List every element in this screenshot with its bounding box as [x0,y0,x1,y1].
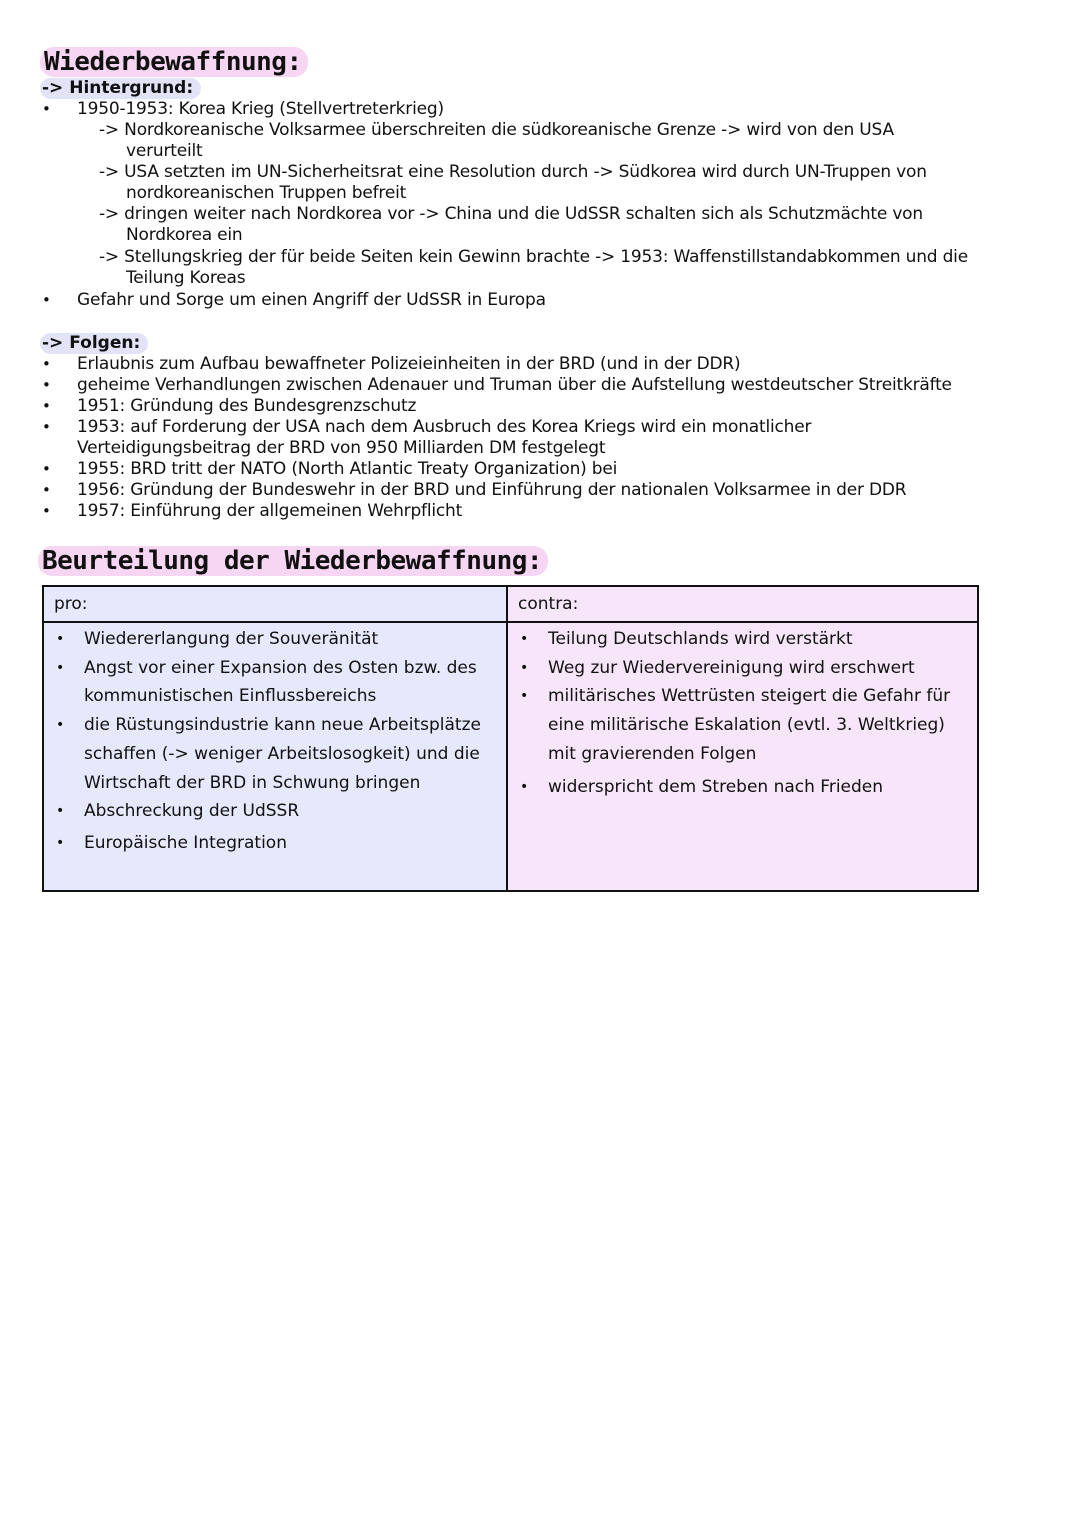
pro-item-text: Abschreckung der UdSSR [84,801,300,822]
bullet-icon: • [42,291,51,309]
bullet-icon: • [520,631,529,647]
subheading-hintergrund: -> Hintergrund: [40,78,201,99]
background-line: nordkoreanischen Truppen befreit [126,183,407,203]
contra-item-text: widerspricht dem Streben nach Frieden [548,776,884,797]
contra-item [508,625,977,654]
background-line: -> dringen weiter nach Nordkorea vor -> China und die UdSSR schalten sich als Schutzmächte von [99,204,923,224]
consequence-line: 1951: Gründung des Bundesgrenzschutz [77,396,417,416]
contra-item [508,773,977,802]
bullet-icon: • [520,659,529,676]
bullet-icon: • [56,631,65,647]
bullet-icon: • [56,659,65,676]
contra-item [508,654,977,683]
bullet-icon: • [42,418,51,436]
contra-column [508,587,977,890]
background-line: verurteilt [126,141,203,161]
bullet-icon: • [56,803,65,820]
contra-item [508,682,977,768]
pro-item [44,625,506,654]
consequence-line: 1956: Gründung der Bundeswehr in der BRD und Einführung der nationalen Volksarmee in der DDR [77,480,907,500]
bullet-icon: • [56,834,65,851]
pro-item [44,797,506,826]
pro-item-text: die Rüstungsindustrie kann neue Arbeitsplätze schaffen (-> weniger Arbeitslosogkeit) und die Wirtschaft der BRD in Schwung bringen [84,715,481,793]
contra-item-text: Teilung Deutschlands wird verstärkt [548,629,853,649]
consequence-line: 1953: auf Forderung der USA nach dem Ausbruch des Korea Kriegs wird ein monatlicher [77,417,812,437]
background-line: Gefahr und Sorge um einen Angriff der UdSSR in Europa [77,290,546,310]
pro-item [44,711,506,797]
bullet-icon: • [42,397,51,415]
consequence-line: 1957: Einführung der allgemeinen Wehrpflicht [77,501,463,521]
pro-column [44,587,508,890]
pro-item [44,829,506,858]
bullet-icon: • [42,481,51,499]
consequence-line: 1955: BRD tritt der NATO (North Atlantic Treaty Organization) bei [77,459,618,479]
pro-item-text: Angst vor einer Expansion des Osten bzw. des kommunistischen Einflussbereichs [84,657,477,707]
pro-list [44,625,506,858]
bullet-icon: • [42,100,51,118]
subheading-folgen: -> Folgen: [40,333,148,354]
section-title-beurteilung: Beurteilung der Wiederbewaffnung: [38,546,548,576]
consequence-line: Verteidigungsbeitrag der BRD von 950 Milliarden DM festgelegt [77,438,606,458]
bullet-icon: • [42,460,51,478]
contra-item-text: militärisches Wettrüsten steigert die Gefahr für eine militärische Eskalation (evtl. 3. Weltkrieg) mit gravierenden Folgen [548,686,951,764]
pro-item [44,654,506,711]
bullet-icon: • [520,688,529,705]
background-line: -> USA setzten im UN-Sicherheitsrat eine Resolution durch -> Südkorea wird durch UN-Truppen von [99,162,927,182]
bullet-icon: • [42,502,51,520]
bullet-icon: • [56,717,65,734]
bullet-icon: • [520,778,529,795]
pro-contra-table [42,585,979,892]
contra-list [508,625,977,801]
pro-item-text: Wiedererlangung der Souveränität [84,629,379,649]
bullet-icon: • [42,376,51,394]
consequence-line: geheime Verhandlungen zwischen Adenauer und Truman über die Aufstellung westdeutscher Streitkräfte [77,375,952,395]
background-line: Teilung Koreas [126,268,246,288]
background-line: -> Stellungskrieg der für beide Seiten kein Gewinn brachte -> 1953: Waffenstillstandabkommen und die [99,247,968,267]
background-line: Nordkorea ein [126,225,243,245]
contra-item-text: Weg zur Wiedervereinigung wird erschwert [548,657,915,678]
pro-item-text: Europäische Integration [84,832,287,853]
contra-header: contra: [508,587,977,623]
pro-header: pro: [44,587,506,623]
bullet-icon: • [42,355,51,373]
background-line: -> Nordkoreanische Volksarmee überschreiten die südkoreanische Grenze -> wird von den USA [99,120,894,140]
background-line: 1950-1953: Korea Krieg (Stellvertreterkrieg) [77,99,444,119]
section-title-wiederbewaffnung: Wiederbewaffnung: [40,47,308,77]
consequence-line: Erlaubnis zum Aufbau bewaffneter Polizeieinheiten in der BRD (und in der DDR) [77,354,741,374]
